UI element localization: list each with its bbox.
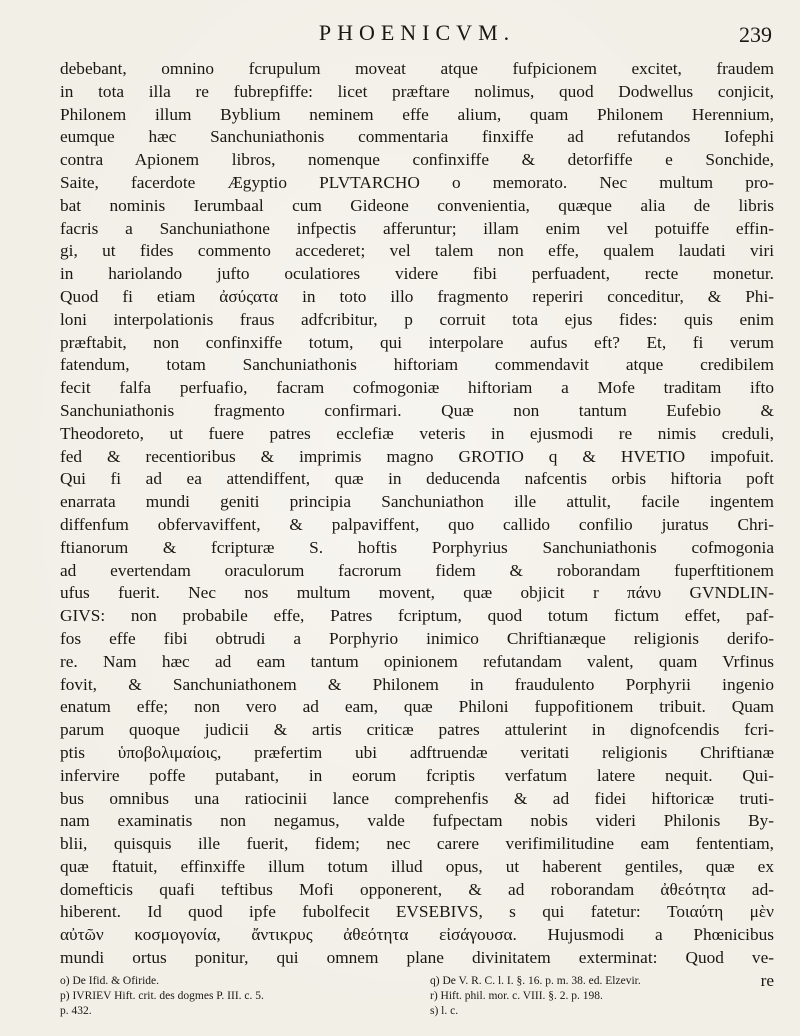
- body-line: αὐτῶν κοσμογονία, ἄντικρυς ἀθεότητα εἰσάγουσα. Hujusmodi a Phœnicibus: [60, 925, 774, 945]
- body-line: fatendum, totam Sanchuniathonis hiftoriam commendavit atque credibilem: [60, 355, 774, 375]
- body-line: ftianorum & fcripturæ S. hoftis Porphyrius Sanchuniathonis cofmogonia: [60, 537, 774, 557]
- body-line: hiberent. Id quod ipfe fubolfecit EVSEBIVS, s qui fatetur: Τοιαύτη μὲν: [60, 902, 774, 922]
- footnote: o) De Ifid. & Ofiride.: [60, 975, 159, 987]
- body-line: facris a Sanchuniathone infpectis afferuntur; illam enim vel potuiffe effin-: [60, 218, 774, 238]
- body-line: parum quoque judicii & artis criticæ patres attulerint in dignofcendis fcri-: [60, 720, 774, 740]
- footnotes-right-column: [430, 974, 770, 1019]
- footnote: s) l. c.: [430, 1005, 459, 1017]
- body-line: in tota illa re fubrepfiffe: licet præftare nolimus, quod Dodwellus conjicit,: [60, 81, 774, 101]
- body-line: bus omnibus una ratiocinii lance comprehenfis & ad fidei hiftoricæ truti-: [60, 788, 774, 808]
- body-line: in hariolando jufto oculatiores videre fibi perfuadent, recte monetur.: [60, 264, 774, 284]
- body-line: bat nominis Ierumbaal cum Gideone convenientia, quæque alia de libris: [60, 195, 774, 215]
- body-line: Philonem illum Byblium neminem effe alium, quam Philonem Herennium,: [60, 104, 774, 124]
- body-line: loni interpolationis fraus adfcribitur, p corruit tota ejus fides: quis enim: [60, 309, 774, 329]
- footnote: p. 432.: [60, 1005, 92, 1017]
- body-line: quæ ftatuit, effinxiffe illum totum illud opus, ut haberent gentiles, quæ ex: [60, 856, 774, 876]
- body-line: Sanchuniathonis fragmento confirmari. Quæ non tantum Eufebio &: [60, 400, 774, 420]
- body-line: contra Apionem libros, nomenque confinxiffe & detorfiffe e Sonchide,: [60, 150, 774, 170]
- body-line: præftabit, non confinxiffe totum, qui interpolare aufus eft? Et, fi verum: [60, 332, 774, 352]
- body-line: fecit falfa perfuafio, facram cofmogoniæ hiftoriam a Mofe traditam ifto: [60, 378, 774, 398]
- body-line: fovit, & Sanchuniathonem & Philonem in fraudulento Porphyrii ingenio: [60, 674, 774, 694]
- body-line: ufus fuerit. Nec nos multum movent, quæ objicit r πάνυ GVNDLIN-: [60, 583, 774, 603]
- body-line: eumque hæc Sanchuniathonis commentaria finxiffe ad refutandos Iofephi: [60, 127, 774, 147]
- footnote: p) IVRIEV Hift. crit. des dogmes P. III. c. 5.: [60, 990, 264, 1002]
- body-line: debebant, omnino fcrupulum moveat atque fufpicionem excitet, fraudem: [60, 59, 774, 78]
- body-text: [60, 58, 774, 993]
- footnotes-left-column: [60, 974, 400, 1019]
- body-line: Theodoreto, ut fuere patres ecclefiæ veteris in ejusmodi re nimis creduli,: [60, 423, 774, 443]
- page-number: 239: [739, 22, 772, 47]
- body-line: blii, quisquis ille fuerit, fidem; nec carere verifimilitudine eam fententiam,: [60, 834, 774, 854]
- body-line: GIVS: non probabile effe, Patres fcriptum, quod totum fictum effet, paf-: [60, 606, 774, 626]
- body-line: diffenfum obfervaviffent, & palpaviffent, quo callido confilio juratus Chri-: [60, 514, 774, 534]
- body-line: mundi ortus ponitur, qui omnem plane divinitatem exterminat: Quod ve-: [60, 948, 774, 968]
- body-line: ptis ὑποβολιμαίοις, præfertim ubi adftruendæ veritati religionis Chriftianæ: [60, 742, 774, 762]
- body-line: ad evertendam oraculorum facrorum fidem & roborandam fuperftitionem: [60, 560, 774, 580]
- body-line: gi, ut fides commento accederet; vel talem non effe, qualem laudati viri: [60, 241, 774, 261]
- body-line: Quod fi etiam ἀσύςατα in toto illo fragmento reperiri conceditur, & Phi-: [60, 286, 774, 306]
- body-line: Qui fi ad ea attendiffent, quæ in deducenda nafcentis orbis hiftoria poft: [60, 469, 774, 489]
- body-line: fed & recentioribus & imprimis magno GROTIO q & HVETIO impofuit.: [60, 446, 774, 466]
- running-title: PHOENICVM.: [318, 20, 516, 45]
- body-line: re. Nam hæc ad eam tantum opinionem refutandam valent, quam Vrfinus: [60, 651, 774, 671]
- body-line: enatum effe; non vero ad eam, quæ Philoni fuppofitionem tribuit. Quam: [60, 697, 774, 717]
- body-line: nam examinatis non negamus, valde fufpectam nobis videri Philonis By-: [60, 811, 774, 831]
- footnote: q) De V. R. C. l. I. §. 16. p. m. 38. ed. Elzevir.: [430, 975, 641, 987]
- body-line: fos effe fibi obtrudi a Porphyrio inimico Chriftianæque religionis derifo-: [60, 628, 774, 648]
- running-head: [0, 20, 800, 48]
- body-line: Saite, facerdote Ægyptio PLVTARCHO o memorato. Nec multum pro-: [60, 172, 774, 192]
- body-line: enarrata mundi geniti principia Sanchuniathon ille attulit, facile ingentem: [60, 492, 774, 512]
- body-line: domefticis quafi teftibus Mofi opponerent, & ad roborandam ἀθεότητα ad-: [60, 879, 774, 899]
- body-line: infervire poffe putabant, in eorum fcriptis verfatum latere nequit. Qui-: [60, 765, 774, 785]
- catchword: re: [760, 970, 774, 990]
- footnote: r) Hift. phil. mor. c. VIII. §. 2. p. 198.: [430, 990, 603, 1002]
